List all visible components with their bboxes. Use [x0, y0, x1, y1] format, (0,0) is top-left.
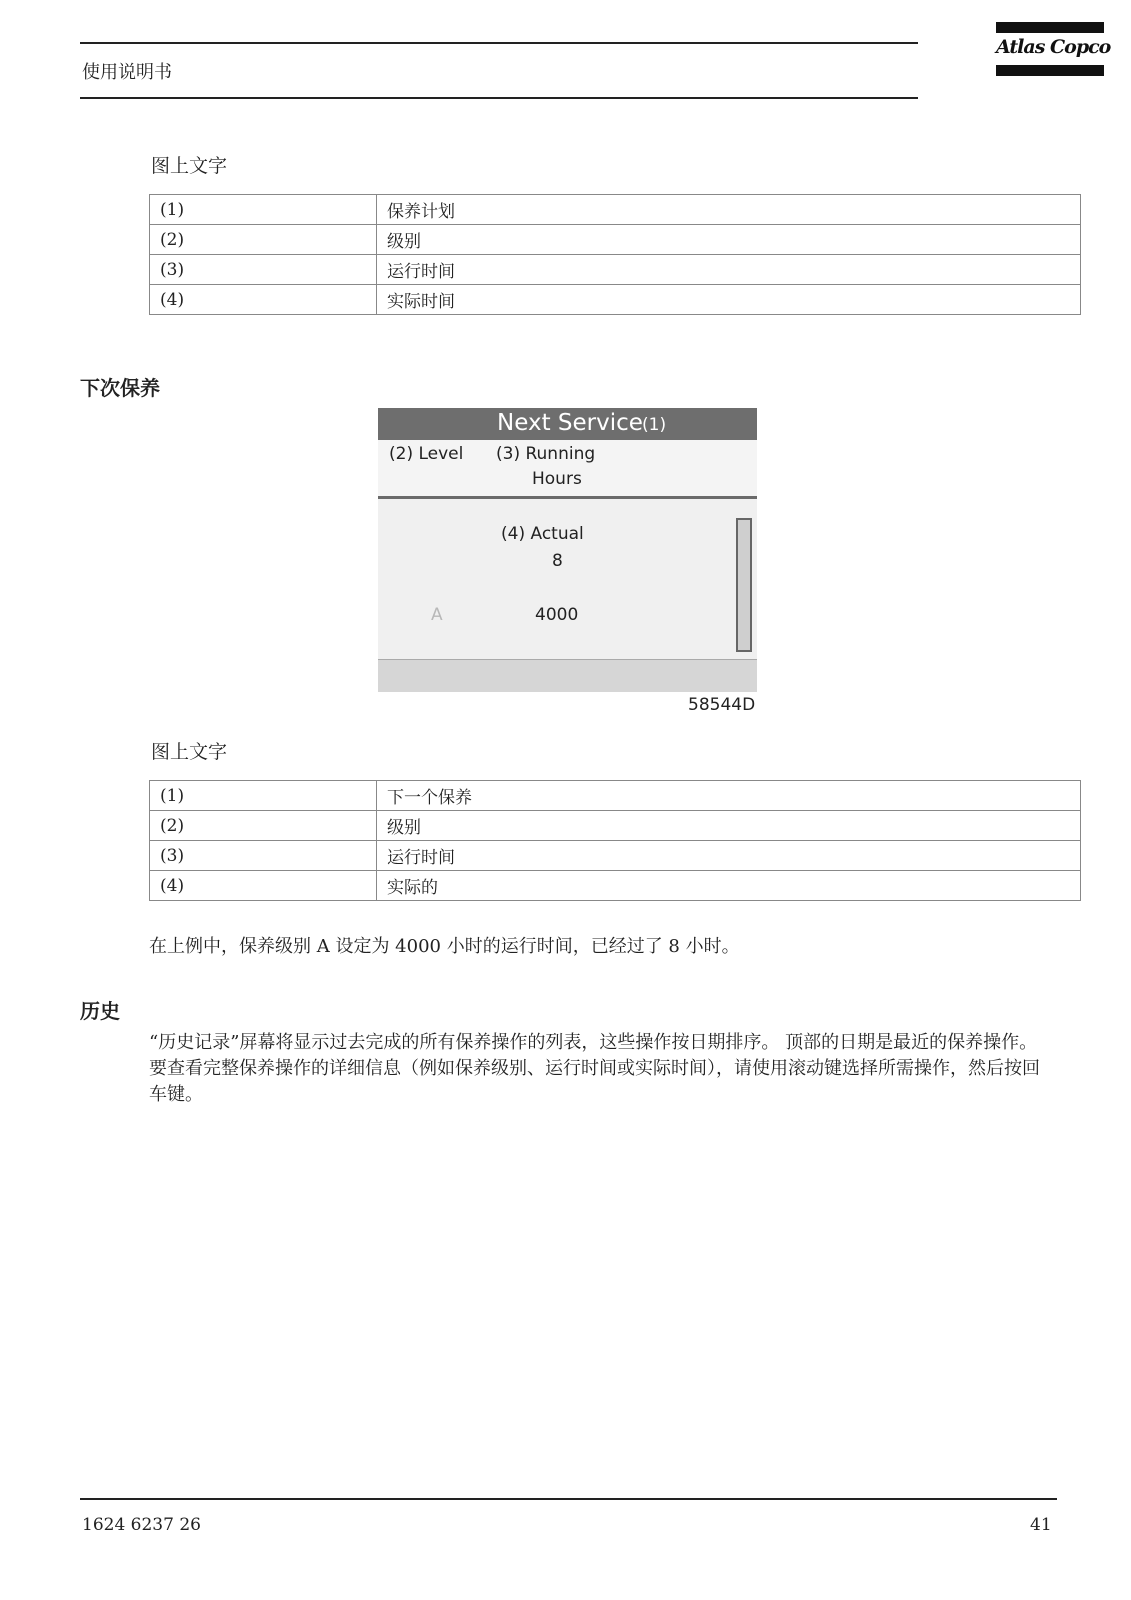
- logo-bottom-bar: [996, 65, 1104, 76]
- next-service-screen-figure: [378, 408, 757, 691]
- legend-caption-2: 图上文字: [151, 741, 228, 763]
- row-number: (1): [150, 195, 377, 225]
- legend-table-2: [149, 780, 1081, 901]
- screen-footer-bar: [378, 659, 757, 692]
- row-text: 级别: [377, 811, 1081, 841]
- row-number: (4): [150, 871, 377, 901]
- screen-scrollbar: [736, 518, 752, 652]
- screen-title-callout: (1): [642, 415, 667, 435]
- document-number: 1624 6237 26: [82, 1515, 201, 1535]
- row-text: 级别: [377, 225, 1081, 255]
- row-number: (3): [150, 255, 377, 285]
- row-text: 运行时间: [377, 255, 1081, 285]
- legend-caption-1: 图上文字: [151, 155, 228, 177]
- table-row: [150, 871, 1081, 901]
- running-hours-value: 4000: [535, 605, 579, 625]
- header-bottom-rule: [80, 97, 918, 99]
- level-column-label: (2) Level: [389, 444, 464, 464]
- row-number: (4): [150, 285, 377, 315]
- hours-column-label: Hours: [532, 469, 582, 489]
- section-heading-next-service: 下次保养: [80, 376, 160, 400]
- table-row: [150, 255, 1081, 285]
- figure-id: 58544D: [688, 695, 756, 715]
- row-text: 实际时间: [377, 285, 1081, 315]
- document-title: 使用说明书: [82, 62, 172, 83]
- table-row: [150, 781, 1081, 811]
- legend-table-1: [149, 194, 1081, 315]
- actual-value: 8: [552, 551, 563, 571]
- actual-label: (4) Actual: [501, 524, 584, 544]
- level-value: A: [431, 605, 443, 625]
- atlas-copco-logo: [996, 22, 1111, 76]
- table-row: [150, 841, 1081, 871]
- page-number: 41: [1030, 1515, 1052, 1535]
- example-paragraph: 在上例中，保养级别 A 设定为 4000 小时的运行时间，已经过了 8 小时。: [149, 936, 740, 957]
- logo-text: Atlas Copco: [996, 36, 1111, 58]
- history-paragraph: “历史记录”屏幕将显示过去完成的所有保养操作的列表，这些操作按日期排序。 顶部的日期是最近的保养操作。 要查看完整保养操作的详细信息（例如保养级别、运行时间或实际时间），请使用滚动键选择所需操作，然后按回车键。: [149, 1032, 1040, 1105]
- row-number: (3): [150, 841, 377, 871]
- row-number: (2): [150, 225, 377, 255]
- section-heading-history: 历史: [80, 999, 120, 1023]
- running-column-label: (3) Running: [496, 444, 596, 464]
- row-number: (2): [150, 811, 377, 841]
- screen-title: Next Service: [497, 410, 643, 436]
- logo-top-bar: [996, 22, 1104, 33]
- row-text: 实际的: [377, 871, 1081, 901]
- row-text: 下一个保养: [377, 781, 1081, 811]
- header-top-rule: [80, 42, 918, 44]
- footer-rule: [80, 1498, 1057, 1500]
- screen-titlebar: [378, 408, 757, 440]
- table-row: [150, 285, 1081, 315]
- row-text: 运行时间: [377, 841, 1081, 871]
- table-row: [150, 811, 1081, 841]
- row-number: (1): [150, 781, 377, 811]
- row-text: 保养计划: [377, 195, 1081, 225]
- table-row: [150, 195, 1081, 225]
- table-row: [150, 225, 1081, 255]
